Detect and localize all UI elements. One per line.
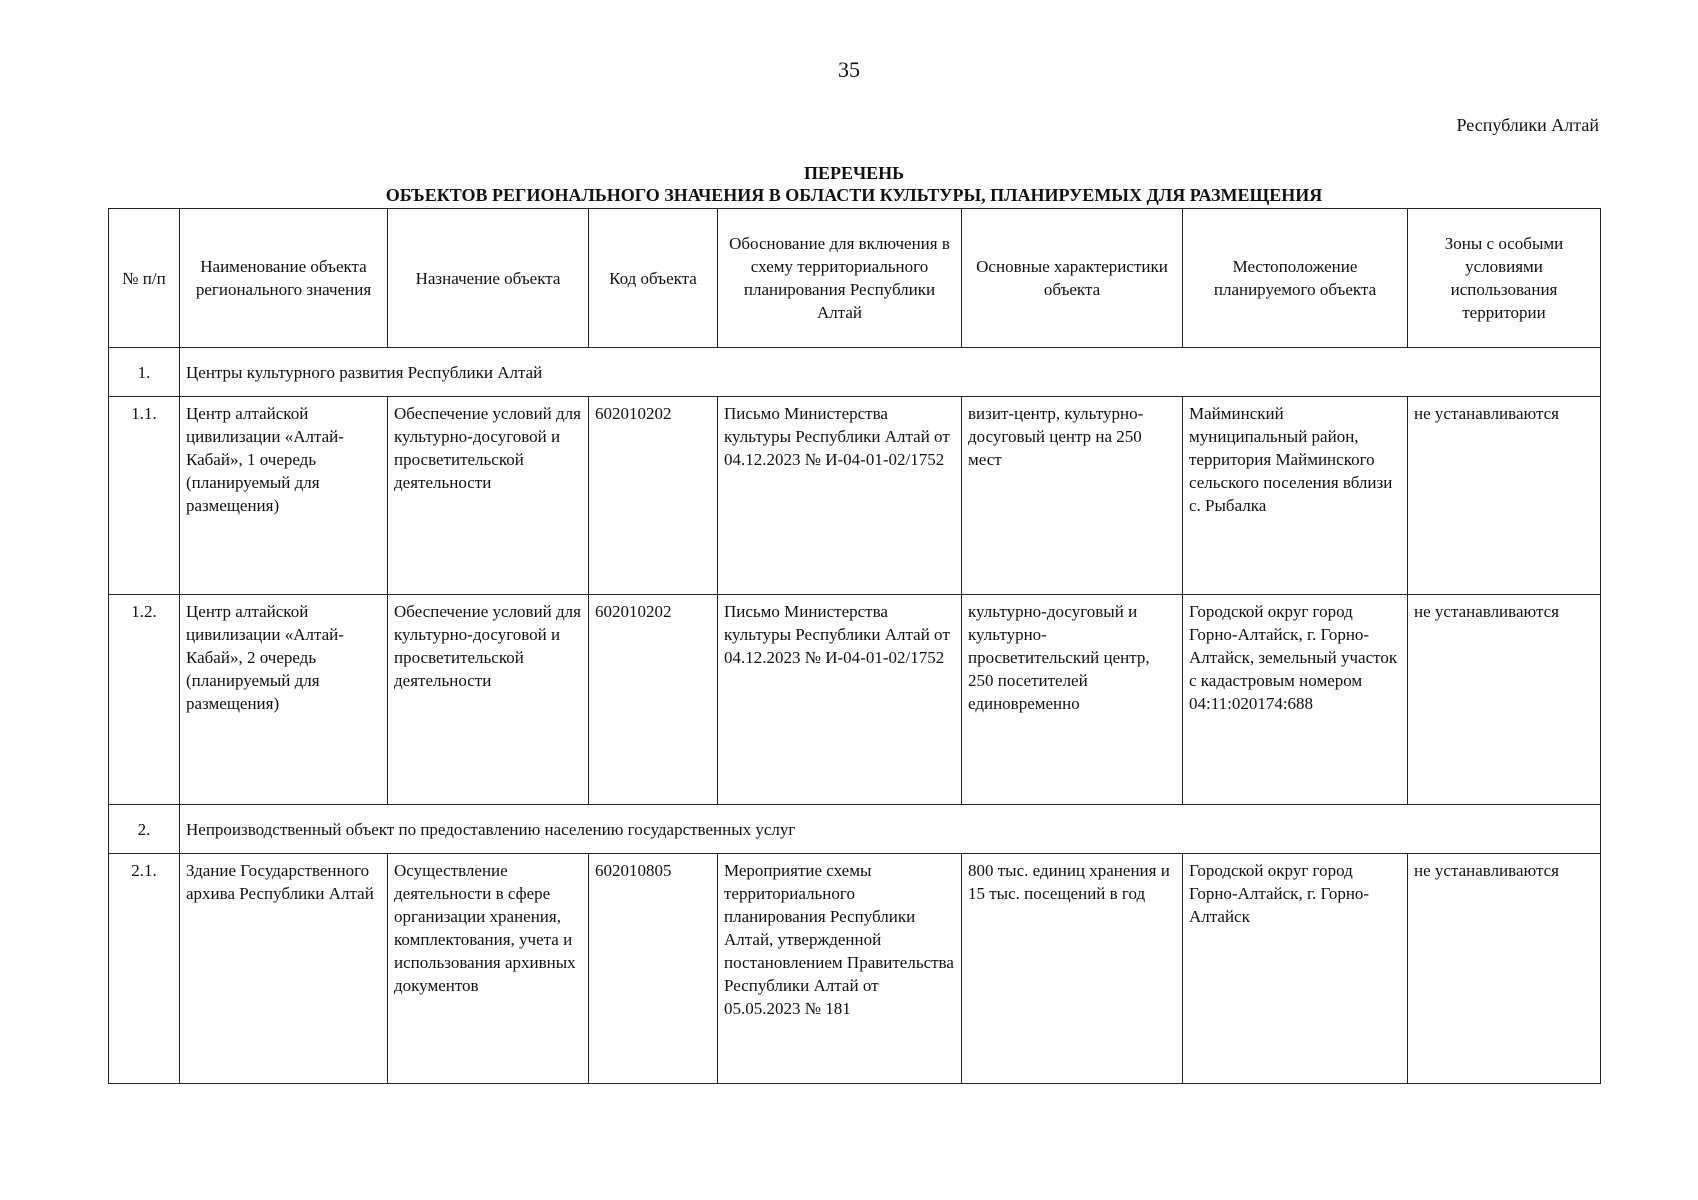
header-code: Код объекта (589, 209, 718, 348)
section-title: Непроизводственный объект по предоставлению населению государственных услуг (180, 805, 1601, 854)
table-header-row (109, 209, 1601, 348)
header-right-text: Республики Алтай (1456, 115, 1599, 135)
section-num: 2. (109, 805, 180, 854)
row-location: Майминский муниципальный район, территория Майминского сельского поселения вблизи с. Рыбалка (1183, 397, 1408, 595)
row-name: Центр алтайской цивилизации «Алтай-Кабай», 2 очередь (планируемый для размещения) (180, 595, 388, 805)
row-code: 602010805 (589, 854, 718, 1084)
header-basis: Обоснование для включения в схему территориального планирования Республики Алтай (718, 209, 962, 348)
row-zones: не устанавливаются (1408, 595, 1601, 805)
section-row (109, 805, 1601, 854)
row-characteristics: культурно-досуговый и культурно-просветительский центр, 250 посетителей единовременно (962, 595, 1183, 805)
section-num: 1. (109, 348, 180, 397)
row-num: 2.1. (109, 854, 180, 1084)
row-characteristics: визит-центр, культурно-досуговый центр на 250 мест (962, 397, 1183, 595)
section-title: Центры культурного развития Республики Алтай (180, 348, 1601, 397)
row-basis: Письмо Министерства культуры Республики Алтай от 04.12.2023 № И-04-01-02/1752 (718, 397, 962, 595)
document-title (108, 162, 1600, 206)
row-purpose: Обеспечение условий для культурно-досуговой и просветительской деятельности (388, 397, 589, 595)
section-row (109, 348, 1601, 397)
row-zones: не устанавливаются (1408, 854, 1601, 1084)
row-location: Городской округ город Горно-Алтайск, г. Горно-Алтайск, земельный участок с кадастровым номером 04:11:020174:688 (1183, 595, 1408, 805)
row-zones: не устанавливаются (1408, 397, 1601, 595)
row-num: 1.2. (109, 595, 180, 805)
row-name: Центр алтайской цивилизации «Алтай-Кабай», 1 очередь (планируемый для размещения) (180, 397, 388, 595)
row-characteristics: 800 тыс. единиц хранения и 15 тыс. посещений в год (962, 854, 1183, 1084)
page-number: 35 (838, 57, 860, 82)
header-zones: Зоны с особыми условиями использования территории (1408, 209, 1601, 348)
row-purpose: Обеспечение условий для культурно-досуговой и просветительской деятельности (388, 595, 589, 805)
row-basis: Мероприятие схемы территориального планирования Республики Алтай, утвержденной постановлением Правительства Республики Алтай от 05.05.2023 № 181 (718, 854, 962, 1084)
header-location: Местоположение планируемого объекта (1183, 209, 1408, 348)
header-name: Наименование объекта регионального значения (180, 209, 388, 348)
row-location: Городской округ город Горно-Алтайск, г. Горно-Алтайск (1183, 854, 1408, 1084)
table-row (109, 854, 1601, 1084)
row-purpose: Осуществление деятельности в сфере организации хранения, комплектования, учета и использования архивных документов (388, 854, 589, 1084)
objects-table (108, 208, 1601, 1084)
title-line-1: ПЕРЕЧЕНЬ (803, 163, 905, 183)
row-name: Здание Государственного архива Республики Алтай (180, 854, 388, 1084)
table-row (109, 397, 1601, 595)
row-code: 602010202 (589, 595, 718, 805)
row-code: 602010202 (589, 397, 718, 595)
row-num: 1.1. (109, 397, 180, 595)
header-characteristics: Основные характеристики объекта (962, 209, 1183, 348)
title-line-2: ОБЪЕКТОВ РЕГИОНАЛЬНОГО ЗНАЧЕНИЯ В ОБЛАСТИ КУЛЬТУРЫ, ПЛАНИРУЕМЫХ ДЛЯ РАЗМЕЩЕНИЯ (385, 185, 1323, 205)
table-row (109, 595, 1601, 805)
row-basis: Письмо Министерства культуры Республики Алтай от 04.12.2023 № И-04-01-02/1752 (718, 595, 962, 805)
header-purpose: Назначение объекта (388, 209, 589, 348)
header-num: № п/п (109, 209, 180, 348)
